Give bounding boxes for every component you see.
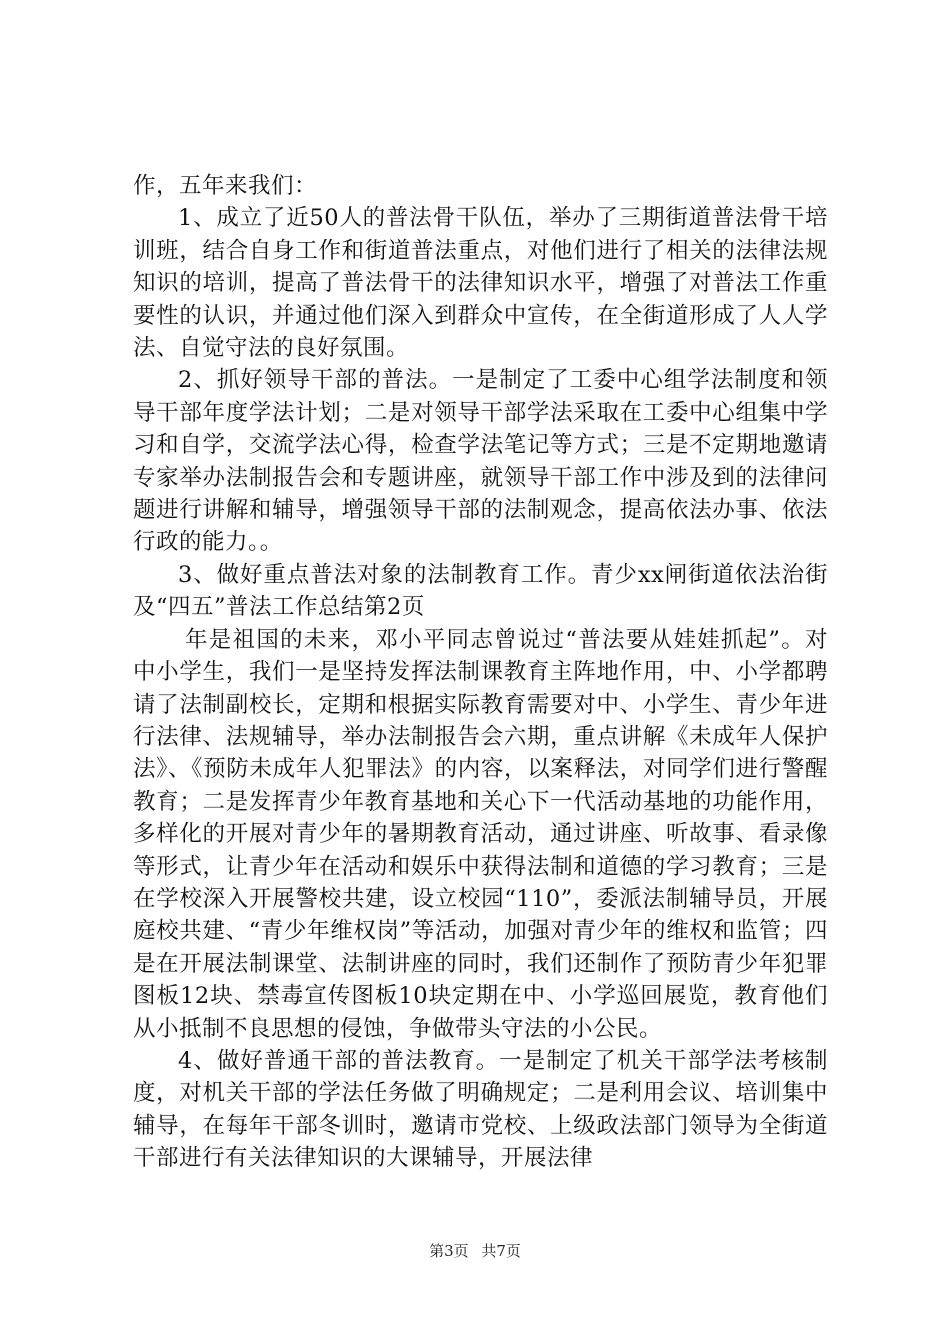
document-body xyxy=(133,170,828,1175)
page-total: 共7页 xyxy=(481,1242,521,1260)
paragraph-item-1: 1、成立了近50人的普法骨干队伍，举办了三期街道普法骨干培训班，结合自身工作和街道普法重点，对他们进行了相关的法律法规知识的培训，提高了普法骨干的法律知识水平，增强了对普法工作重要性的认识，并通过他们深入到群众中宣传，在全街道形成了人人学法、自觉守法的良好氛围。 xyxy=(133,205,828,362)
paragraph-item-2: 2、抓好领导干部的普法。一是制定了工委中心组学法制度和领导干部年度学法计划；二是对领导干部学法采取在工委中心组集中学习和自学，交流学法心得，检查学法笔记等方式；三是不定期地邀请专家举办法制报告会和专题讲座，就领导干部工作中涉及到的法律问题进行讲解和辅导，增强领导干部的法制观念，提高依法办事、依法行政的能力。。 xyxy=(133,367,828,556)
paragraph-item-4: 4、做好普通干部的普法教育。一是制定了机关干部学法考核制度，对机关干部的学法任务做了明确规定；二是利用会议、培训集中辅导，在每年干部冬训时，邀请市党校、上级政法部门领导为全街道干部进行有关法律知识的大课辅导，开展法律 xyxy=(133,1047,828,1172)
paragraph-continuation: 作，五年来我们： xyxy=(133,173,318,199)
page-number: 第3页 xyxy=(429,1242,469,1260)
page-footer xyxy=(0,1240,950,1261)
paragraph-youth-education: 年是祖国的未来，邓小平同志曾说过“普法要从娃娃抓起”。对中小学生，我们一是坚持发挥法制课教育主阵地作用，中、小学都聘请了法制副校长，定期和根据实际教育需要对中、小学生、青少年进行法律、法规辅导，举办法制报告会六期，重点讲解《未成年人保护法》、《预防未成年人犯罪法》的内容，以案释法，对同学们进行警醒教育；二是发挥青少年教育基地和关心下一代活动基地的功能作用，多样化的开展对青少年的暑期教育活动，通过讲座、听故事、看录像等形式，让青少年在活动和娱乐中获得法制和道德的学习教育；三是在学校深入开展警校共建，设立校园“110”，委派法制辅导员，开展庭校共建、“青少年维权岗”等活动，加强对青少年的维权和监管；四是在开展法制课堂、法制讲座的同时，我们还制作了预防青少年犯罪图板12块、禁毒宣传图板10块定期在中、小学巡回展览，教育他们从小抵制不良思想的侵蚀，争做带头守法的小公民。 xyxy=(133,626,828,1042)
paragraph-item-3: 3、做好重点普法对象的法制教育工作。青少xx闸街道依法治街及“四五”普法工作总结第2页 xyxy=(133,561,828,621)
